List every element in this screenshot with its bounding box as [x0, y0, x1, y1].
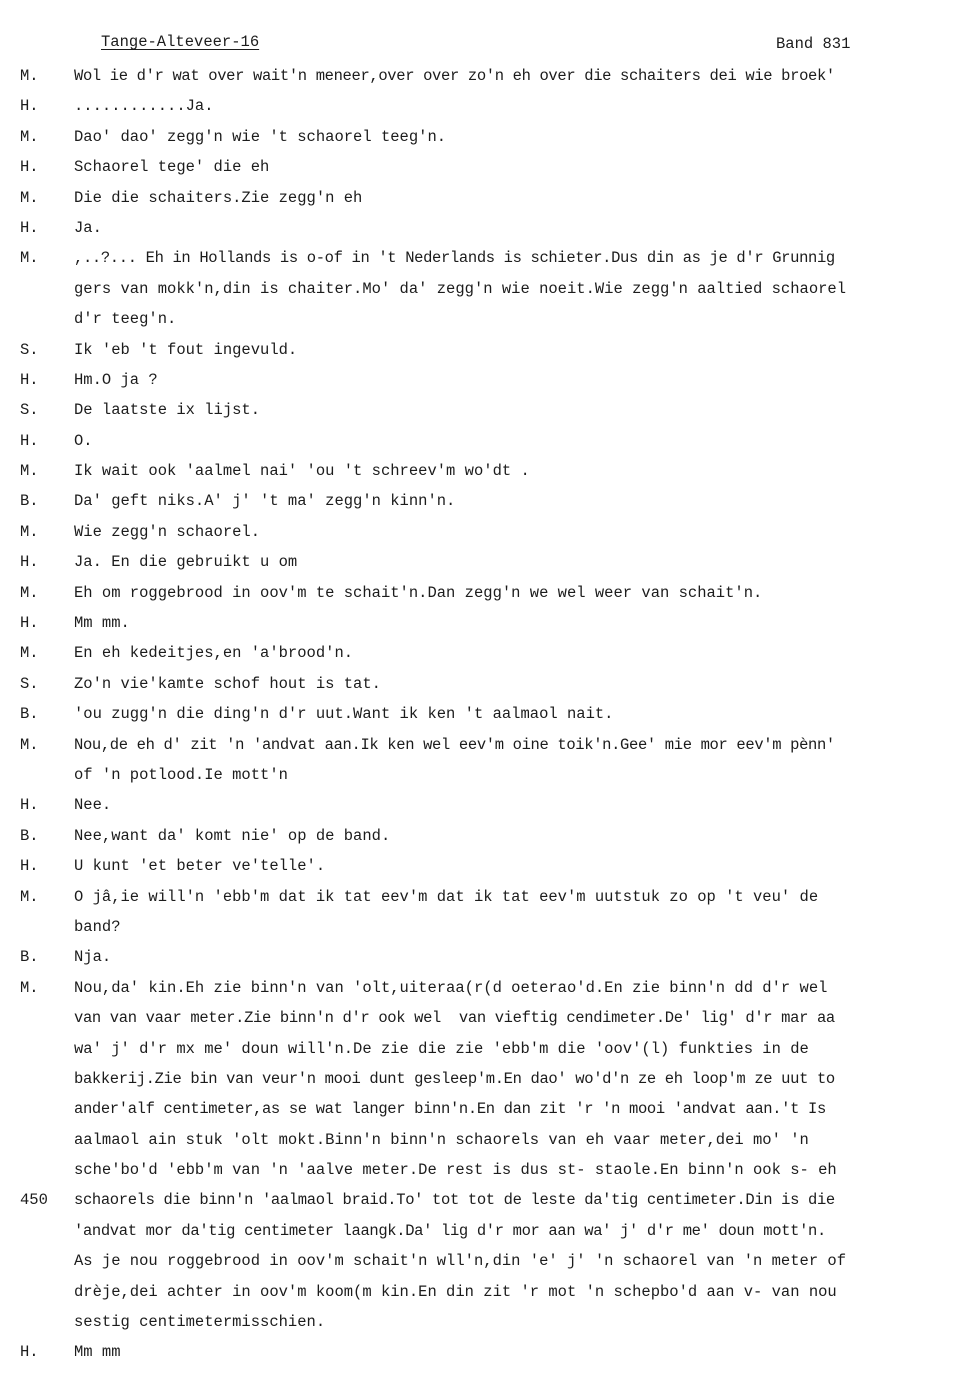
- transcript-line: [0, 790, 979, 820]
- line-text: O.: [74, 431, 93, 450]
- transcript-line: [0, 1064, 979, 1094]
- transcript-line: [0, 1034, 979, 1064]
- transcript-line: [0, 61, 979, 91]
- speaker-label: B.: [20, 705, 39, 724]
- speaker-label: H.: [20, 1343, 39, 1362]
- line-text: ............Ja.: [74, 97, 214, 116]
- transcript-line: [0, 699, 979, 729]
- transcript-line: [0, 730, 979, 760]
- speaker-label: H.: [20, 796, 39, 815]
- line-text: of 'n potlood.Ie mott'n: [74, 765, 288, 784]
- transcript-line: [0, 517, 979, 547]
- line-text: Nou,de eh d' zit 'n 'andvat aan.Ik ken wel eev'm oine toik'n.Gee' mie mor eev'm pènn': [74, 735, 835, 754]
- line-text: Schaorel tege' die eh: [74, 158, 270, 177]
- transcript-line: [0, 1003, 979, 1033]
- transcript-line: [0, 304, 979, 334]
- speaker-label: 450: [20, 1191, 48, 1210]
- line-text: Ja. En die gebruikt u om: [74, 553, 298, 572]
- line-text: sestig centimetermisschien.: [74, 1313, 326, 1332]
- speaker-label: H.: [20, 158, 39, 177]
- transcript-line: [0, 760, 979, 790]
- speaker-label: M.: [20, 462, 39, 481]
- line-text: De laatste ix lijst.: [74, 401, 261, 420]
- line-text: O jâ,ie will'n 'ebb'm dat ik tat eev'm dat ik tat eev'm uutstuk zo op 't veu' de: [74, 887, 819, 906]
- speaker-label: M.: [20, 127, 39, 146]
- transcript-line: [0, 456, 979, 486]
- line-text: Wol ie d'r wat over wait'n meneer,over over zo'n eh over die schaiters dei wie broek': [74, 67, 835, 85]
- transcript-line: [0, 152, 979, 182]
- line-text: Ik wait ook 'aalmel nai' 'ou 't schreev'm wo'dt .: [74, 462, 530, 481]
- line-text: As je nou roggebrood in oov'm schait'n wll'n,din 'e' j' 'n schaorel van 'n meter of: [74, 1252, 847, 1271]
- line-text: Ja.: [74, 218, 102, 237]
- transcript-line: [0, 1185, 979, 1215]
- line-text: U kunt 'et beter ve'telle'.: [74, 857, 326, 876]
- transcript-line: [0, 213, 979, 243]
- transcript-line: [0, 973, 979, 1003]
- speaker-label: M.: [20, 522, 39, 541]
- speaker-label: S.: [20, 674, 39, 693]
- speaker-label: M.: [20, 67, 39, 85]
- line-text: band?: [74, 917, 121, 936]
- line-text: aalmaol ain stuk 'olt mokt.Binn'n binn'n schaorels van eh vaar meter,dei mo' 'n: [74, 1130, 809, 1149]
- line-text: Nja.: [74, 948, 112, 967]
- line-text: 'ou zugg'n die ding'n d'r uut.Want ik ken 't aalmaol nait.: [74, 705, 614, 724]
- speaker-label: S.: [20, 340, 39, 359]
- transcript-line: [0, 426, 979, 456]
- line-text: sche'bo'd 'ebb'm van 'n 'aalve meter.De rest is dus st- staole.En binn'n ook s- eh: [74, 1161, 837, 1180]
- speaker-label: B.: [20, 492, 39, 511]
- speaker-label: B.: [20, 826, 39, 845]
- speaker-label: B.: [20, 948, 39, 967]
- line-text: ander'alf centimeter,as se wat langer binn'n.En dan zit 'r 'n mooi 'andvat aan.'t Is: [74, 1100, 826, 1119]
- transcript-line: [0, 335, 979, 365]
- line-text: 'andvat mor da'tig centimeter laangk.Da' lig d'r mor aan wa' j' d'r me' doun mott'n.: [74, 1221, 826, 1240]
- line-text: Mm mm: [74, 1343, 121, 1362]
- speaker-label: M.: [20, 644, 39, 663]
- transcript-line: [0, 1125, 979, 1155]
- line-text: Wie zegg'n schaorel.: [74, 522, 261, 541]
- line-text: Nee.: [74, 796, 112, 815]
- transcript-line: [0, 243, 979, 273]
- transcript-line: [0, 669, 979, 699]
- transcript-line: [0, 1307, 979, 1337]
- transcript-line: [0, 486, 979, 516]
- transcript-line: [0, 547, 979, 577]
- line-text: wa' j' d'r mx me' doun will'n.De zie die zie 'ebb'm die 'oov'(l) funkties in de: [74, 1039, 809, 1058]
- line-text: Ik 'eb 't fout ingevuld.: [74, 340, 298, 359]
- transcript-line: [0, 942, 979, 972]
- speaker-label: H.: [20, 553, 39, 572]
- speaker-label: H.: [20, 218, 39, 237]
- line-text: Zo'n vie'kamte schof hout is tat.: [74, 674, 381, 693]
- page-title: Tange-Alteveer-16: [101, 33, 260, 51]
- line-text: Eh om roggebrood in oov'm te schait'n.Dan zegg'n we wel weer van schait'n.: [74, 583, 763, 602]
- transcript-line: [0, 1094, 979, 1124]
- line-text: En eh kedeitjes,en 'a'brood'n.: [74, 644, 354, 663]
- speaker-label: H.: [20, 614, 39, 633]
- line-text: Die die schaiters.Zie zegg'n eh: [74, 188, 363, 207]
- transcript-line: [0, 912, 979, 942]
- transcript-line: [0, 91, 979, 121]
- transcript-line: [0, 395, 979, 425]
- line-text: Hm.O ja ?: [74, 370, 158, 389]
- transcript-line: [0, 821, 979, 851]
- line-text: Nou,da' kin.Eh zie binn'n van 'olt,uiteraa(r(d oeterao'd.En zie binn'n dd d'r wel: [74, 978, 828, 997]
- speaker-label: M.: [20, 188, 39, 207]
- speaker-label: M.: [20, 887, 39, 906]
- transcript-line: [0, 638, 979, 668]
- speaker-label: H.: [20, 370, 39, 389]
- speaker-label: S.: [20, 401, 39, 420]
- transcript-line: [0, 1155, 979, 1185]
- transcript-line: [0, 1337, 979, 1367]
- line-text: Mm mm.: [74, 614, 130, 633]
- line-text: ,..?... Eh in Hollands is o-of in 't Nederlands is schieter.Dus din as je d'r Grunnig: [74, 249, 835, 268]
- transcript-line: [0, 1246, 979, 1276]
- line-text: gers van mokk'n,din is chaiter.Mo' da' zegg'n wie noeit.Wie zegg'n aaltied schaorel: [74, 279, 847, 298]
- line-text: d'r teeg'n.: [74, 310, 177, 329]
- transcript-line: [0, 183, 979, 213]
- speaker-label: H.: [20, 97, 39, 116]
- transcript-line: [0, 1277, 979, 1307]
- transcript-line: [0, 274, 979, 304]
- band-number: Band 831: [776, 35, 851, 53]
- speaker-label: H.: [20, 857, 39, 876]
- speaker-label: M.: [20, 735, 39, 754]
- speaker-label: H.: [20, 431, 39, 450]
- line-text: Dao' dao' zegg'n wie 't schaorel teeg'n.: [74, 127, 447, 146]
- speaker-label: M.: [20, 249, 39, 268]
- line-text: Nee,want da' komt nie' op de band.: [74, 826, 391, 845]
- line-text: van van vaar meter.Zie binn'n d'r ook wel van vieftig cendimeter.De' lig' d'r mar aa: [74, 1009, 835, 1028]
- transcript-line: [0, 882, 979, 912]
- line-text: schaorels die binn'n 'aalmaol braid.To' tot tot de leste da'tig centimeter.Din is die: [74, 1191, 835, 1210]
- line-text: bakkerij.Zie bin van veur'n mooi dunt gesleep'm.En dao' wo'd'n ze eh loop'm ze uut to: [74, 1069, 835, 1088]
- line-text: drèje,dei achter in oov'm koom(m kin.En din zit 'r mot 'n schepbo'd aan v- van nou: [74, 1282, 837, 1301]
- transcript-line: [0, 365, 979, 395]
- speaker-label: M.: [20, 583, 39, 602]
- line-text: Da' geft niks.A' j' 't ma' zegg'n kinn'n.: [74, 492, 456, 511]
- transcript-line: [0, 851, 979, 881]
- transcript-line: [0, 608, 979, 638]
- transcript-line: [0, 1216, 979, 1246]
- transcript-line: [0, 122, 979, 152]
- transcript-line: [0, 578, 979, 608]
- transcript-body: [0, 61, 979, 1368]
- speaker-label: M.: [20, 978, 39, 997]
